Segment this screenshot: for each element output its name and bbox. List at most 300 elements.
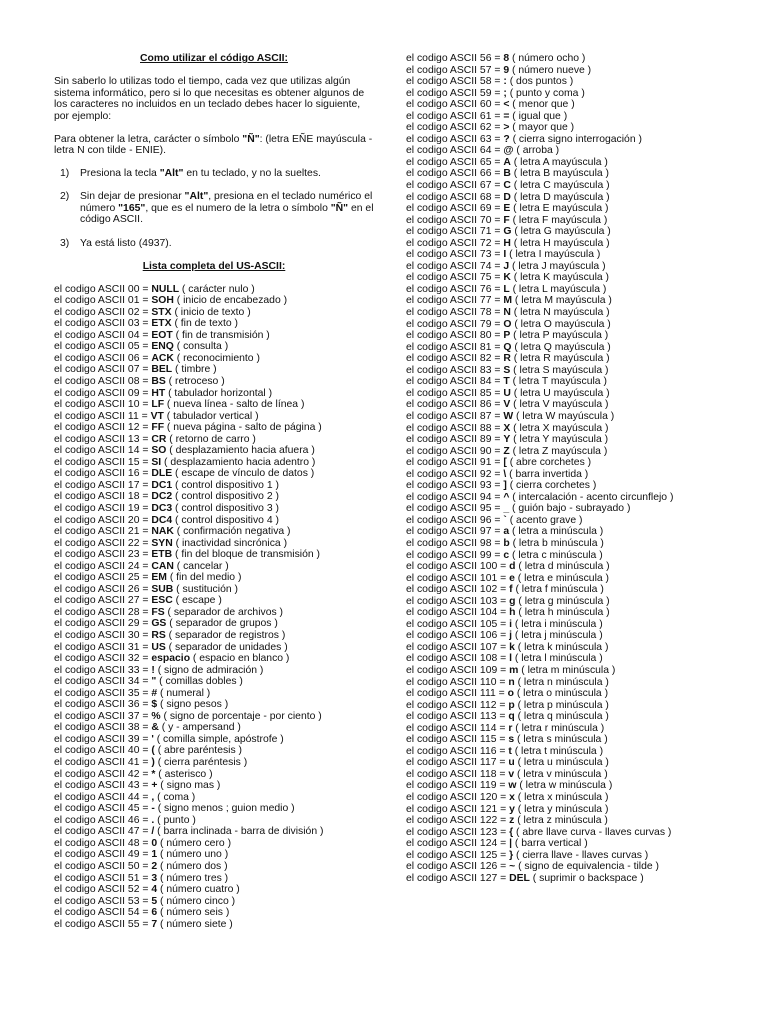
ascii-symbol: . xyxy=(151,814,155,826)
ascii-code: el codigo ASCII 49 = xyxy=(54,849,152,861)
ascii-symbol: SI xyxy=(151,456,162,468)
ascii-entry xyxy=(54,849,374,861)
ascii-code: el codigo ASCII 70 = xyxy=(406,214,504,226)
ascii-entry xyxy=(406,388,736,400)
ascii-description: ( inicio de encabezado ) xyxy=(173,295,288,307)
ascii-code: el codigo ASCII 22 = xyxy=(54,537,152,549)
ascii-symbol: ETB xyxy=(151,549,173,561)
ascii-entry xyxy=(54,307,374,319)
ascii-symbol: 3 xyxy=(151,872,158,884)
ascii-description: ( número uno ) xyxy=(157,849,229,861)
ascii-entry xyxy=(406,319,736,331)
ascii-description: ( barra invertida ) xyxy=(506,468,589,480)
ascii-code: el codigo ASCII 20 = xyxy=(54,514,152,526)
ascii-symbol: ? xyxy=(503,133,510,145)
ascii-description: ( número cuatro ) xyxy=(157,884,240,896)
ascii-description: ( letra S mayúscula ) xyxy=(510,364,609,376)
ascii-code: el codigo ASCII 34 = xyxy=(54,676,152,688)
ascii-symbol: m xyxy=(509,664,519,676)
ascii-code: el codigo ASCII 53 = xyxy=(54,895,152,907)
ascii-symbol: U xyxy=(503,387,511,399)
ascii-code: el codigo ASCII 39 = xyxy=(54,733,152,745)
ascii-code: el codigo ASCII 96 = xyxy=(406,514,504,526)
ascii-code: el codigo ASCII 51 = xyxy=(54,872,152,884)
ascii-entry xyxy=(54,630,374,642)
ascii-symbol: 9 xyxy=(503,64,510,76)
ascii-symbol: W xyxy=(503,410,514,422)
ascii-code: el codigo ASCII 124 = xyxy=(406,838,510,850)
ascii-symbol: t xyxy=(508,745,512,757)
ascii-symbol: y xyxy=(509,803,515,815)
ascii-symbol: BS xyxy=(151,375,166,387)
ascii-code: el codigo ASCII 119 = xyxy=(406,780,509,792)
ascii-code: el codigo ASCII 120 = xyxy=(406,792,510,803)
ascii-description: ( escape ) xyxy=(172,595,222,607)
ascii-description: ( acento grave ) xyxy=(506,514,583,526)
ascii-description: ( letra H mayúscula ) xyxy=(510,237,610,249)
ascii-code: el codigo ASCII 107 = xyxy=(406,641,510,653)
ascii-entry xyxy=(54,676,374,688)
ascii-entry xyxy=(54,515,374,527)
ascii-entry xyxy=(54,826,374,838)
ascii-symbol: : xyxy=(503,76,507,88)
ascii-description: ( letra n minúscula ) xyxy=(514,676,609,688)
ascii-symbol: EOT xyxy=(151,329,173,341)
ascii-code: el codigo ASCII 50 = xyxy=(54,860,152,872)
ascii-code: el codigo ASCII 57 = xyxy=(406,64,504,76)
ascii-description: ( abre llave curva - llaves curvas ) xyxy=(513,826,672,838)
ascii-entry xyxy=(406,111,736,123)
ascii-description: ( letra J mayúscula ) xyxy=(509,260,606,272)
ascii-symbol: ; xyxy=(503,87,507,99)
ascii-entry xyxy=(54,457,374,469)
ascii-description: ( control dispositivo 4 ) xyxy=(172,514,279,526)
ascii-description: ( tabulador vertical ) xyxy=(163,410,259,422)
ascii-symbol: > xyxy=(503,122,510,134)
ascii-entry xyxy=(54,330,374,342)
ascii-code: el codigo ASCII 103 = xyxy=(406,595,510,607)
ascii-symbol: H xyxy=(503,237,511,249)
ascii-description: ( fin del bloque de transmisión ) xyxy=(172,549,320,561)
ascii-entry xyxy=(406,134,736,146)
ascii-symbol: N xyxy=(503,307,511,319)
ascii-description: ( comillas dobles ) xyxy=(156,676,243,688)
ascii-symbol: x xyxy=(509,792,515,803)
ascii-entry xyxy=(54,341,374,353)
ascii-entry xyxy=(54,757,374,769)
ascii-description: ( tabulador horizontal ) xyxy=(165,387,273,399)
ascii-entry xyxy=(54,688,374,700)
ascii-description: ( comilla simple, apóstrofe ) xyxy=(153,733,284,745)
ascii-entry xyxy=(406,376,736,388)
step-item xyxy=(54,191,374,226)
ascii-description: ( letra E mayúscula ) xyxy=(510,203,609,215)
ascii-description: ( mayor que ) xyxy=(509,122,575,134)
ascii-symbol: q xyxy=(508,711,515,723)
ascii-code: el codigo ASCII 42 = xyxy=(54,768,152,780)
ascii-code: el codigo ASCII 67 = xyxy=(406,180,504,192)
ascii-description: ( punto ) xyxy=(154,814,196,826)
ascii-symbol: * xyxy=(151,768,156,780)
ascii-code: el codigo ASCII 44 = xyxy=(54,791,152,803)
ascii-entry xyxy=(406,88,736,100)
ascii-code: el codigo ASCII 61 = xyxy=(406,110,504,122)
ascii-description: ( nueva línea - salto de línea ) xyxy=(164,399,305,411)
ascii-symbol: E xyxy=(503,203,511,215)
ascii-description: ( cancelar ) xyxy=(173,560,229,572)
ascii-symbol: R xyxy=(503,353,511,365)
ascii-description: ( igual que ) xyxy=(509,110,568,122)
ascii-symbol: BEL xyxy=(151,364,173,376)
ascii-description: ( número nueve ) xyxy=(509,64,592,76)
ascii-code: el codigo ASCII 03 = xyxy=(54,318,152,330)
ascii-entry xyxy=(54,699,374,711)
ascii-description: ( letra a minúscula ) xyxy=(509,526,604,538)
ascii-symbol: k xyxy=(509,641,515,653)
ascii-entry xyxy=(406,873,736,885)
ascii-symbol: ` xyxy=(503,514,507,526)
ascii-description: ( letra P mayúscula ) xyxy=(510,330,609,342)
ascii-description: ( número siete ) xyxy=(157,918,233,930)
ascii-description: ( letra O mayúscula ) xyxy=(511,318,611,330)
ascii-symbol: = xyxy=(503,110,510,122)
ascii-symbol: SOH xyxy=(151,295,174,307)
ascii-entry xyxy=(406,573,736,585)
ascii-symbol: NULL xyxy=(151,283,180,295)
ascii-code: el codigo ASCII 123 = xyxy=(406,826,510,838)
ascii-entry xyxy=(54,353,374,365)
ascii-entry xyxy=(406,780,736,792)
ascii-code: el codigo ASCII 111 = xyxy=(406,688,508,700)
ascii-description: ( signo mas ) xyxy=(157,780,221,792)
ascii-entry xyxy=(54,572,374,584)
ascii-symbol: DC2 xyxy=(151,491,173,503)
ascii-entry xyxy=(54,549,374,561)
ascii-entry xyxy=(54,618,374,630)
ascii-symbol: DEL xyxy=(509,872,530,884)
ascii-symbol: HT xyxy=(151,387,166,399)
ascii-symbol: DC1 xyxy=(151,479,173,491)
ascii-entry xyxy=(406,65,736,77)
ascii-description: ( abre paréntesis ) xyxy=(154,745,243,757)
ascii-entry xyxy=(54,722,374,734)
ascii-entry xyxy=(54,907,374,919)
ascii-entry xyxy=(54,884,374,896)
ascii-code: el codigo ASCII 81 = xyxy=(406,341,504,353)
ascii-code: el codigo ASCII 40 = xyxy=(54,745,152,757)
ascii-description: ( coma ) xyxy=(154,791,196,803)
ascii-entry xyxy=(406,53,736,65)
ascii-symbol: _ xyxy=(503,503,510,515)
ascii-symbol: B xyxy=(503,168,511,180)
ascii-code: el codigo ASCII 71 = xyxy=(406,226,504,238)
ascii-symbol: # xyxy=(151,687,158,699)
ascii-symbol: CAN xyxy=(151,560,174,572)
ascii-description: ( letra T mayúscula ) xyxy=(509,376,607,388)
ascii-symbol: c xyxy=(503,549,510,561)
ascii-symbol: & xyxy=(151,722,159,734)
steps-list xyxy=(54,168,374,249)
ascii-description: ( letra g minúscula ) xyxy=(515,595,610,607)
ascii-symbol: $ xyxy=(151,699,158,711)
ascii-description: ( timbre ) xyxy=(172,364,217,376)
ascii-description: ( signo de equivalencia - tilde ) xyxy=(515,861,660,873)
ascii-code: el codigo ASCII 83 = xyxy=(406,364,504,376)
ascii-entry xyxy=(406,700,736,712)
ascii-entry xyxy=(406,480,736,492)
ascii-entry xyxy=(406,192,736,204)
ascii-entry xyxy=(54,607,374,619)
ascii-entry xyxy=(406,630,736,642)
ascii-description: ( letra C mayúscula ) xyxy=(510,180,610,192)
ascii-description: ( letra F mayúscula ) xyxy=(509,214,608,226)
ascii-description: ( letra f minúscula ) xyxy=(512,584,604,596)
ascii-code: el codigo ASCII 28 = xyxy=(54,606,152,618)
ascii-description: ( letra Y mayúscula ) xyxy=(510,434,609,446)
ascii-code: el codigo ASCII 84 = xyxy=(406,376,504,388)
ascii-entry xyxy=(406,653,736,665)
ascii-description: ( número ocho ) xyxy=(509,53,586,64)
ascii-code: el codigo ASCII 18 = xyxy=(54,491,152,503)
ascii-description: ( fin de texto ) xyxy=(171,318,238,330)
right-column xyxy=(406,53,736,884)
ascii-symbol: C xyxy=(503,180,511,192)
ascii-code: el codigo ASCII 43 = xyxy=(54,780,152,792)
ascii-code: el codigo ASCII 16 = xyxy=(54,468,152,480)
ascii-entry xyxy=(406,804,736,816)
ascii-description: ( separador de unidades ) xyxy=(165,641,288,653)
ascii-symbol: % xyxy=(151,710,161,722)
ascii-symbol: r xyxy=(508,722,513,734)
ascii-description: ( letra Z mayúscula ) xyxy=(509,445,608,457)
ascii-symbol: b xyxy=(503,537,510,549)
ascii-entry xyxy=(54,411,374,423)
ascii-entry xyxy=(54,919,374,931)
ascii-description: ( sustitución ) xyxy=(173,583,238,595)
ascii-entry xyxy=(54,388,374,400)
ascii-entry xyxy=(406,642,736,654)
ascii-entry xyxy=(406,168,736,180)
ascii-code: el codigo ASCII 41 = xyxy=(54,757,152,769)
ascii-code: el codigo ASCII 101 = xyxy=(406,572,510,584)
ascii-entry xyxy=(54,803,374,815)
ascii-description: ( reconocimiento ) xyxy=(173,352,260,364)
ascii-code: el codigo ASCII 74 = xyxy=(406,260,504,272)
ascii-code: el codigo ASCII 46 = xyxy=(54,814,152,826)
ascii-description: ( número cinco ) xyxy=(157,895,236,907)
ascii-entry xyxy=(54,780,374,792)
ascii-symbol: f xyxy=(509,584,513,596)
intro-paragraph: Sin saberlo lo utilizas todo el tiempo, cada vez que utilizas algún sistema informático, pero si lo que necesitas es obtener algunos de los caracteres no incluidos en un teclado debes hacer lo siguiente, por ejemplo: xyxy=(54,76,365,122)
ascii-code: el codigo ASCII 33 = xyxy=(54,664,152,676)
ascii-entry xyxy=(54,665,374,677)
ascii-description: ( signo menos ; guion medio ) xyxy=(154,803,295,815)
ascii-description: ( espacio en blanco ) xyxy=(190,653,290,665)
ascii-entry xyxy=(54,468,374,480)
ascii-code: el codigo ASCII 66 = xyxy=(406,168,504,180)
ascii-entry xyxy=(406,619,736,631)
ascii-description: ( letra X mayúscula ) xyxy=(510,422,609,434)
ascii-description: ( letra u minúscula ) xyxy=(514,757,609,769)
ascii-code: el codigo ASCII 13 = xyxy=(54,433,152,445)
ascii-symbol: d xyxy=(509,561,516,573)
ascii-code: el codigo ASCII 116 = xyxy=(406,745,509,757)
ascii-entry xyxy=(406,665,736,677)
ascii-code: el codigo ASCII 23 = xyxy=(54,549,152,561)
ascii-entry xyxy=(54,364,374,376)
ascii-description: ( letra d minúscula ) xyxy=(515,561,610,573)
ascii-entry xyxy=(406,215,736,227)
ascii-symbol: DC3 xyxy=(151,503,173,514)
ascii-entry xyxy=(406,677,736,689)
ascii-description: ( signo de porcentaje - por ciento ) xyxy=(160,710,322,722)
ascii-description: ( confirmación negativa ) xyxy=(173,526,291,538)
ascii-entry xyxy=(54,792,374,804)
ascii-code: el codigo ASCII 73 = xyxy=(406,249,504,261)
ascii-symbol: a xyxy=(503,526,510,538)
ascii-code: el codigo ASCII 55 = xyxy=(54,918,152,930)
ascii-symbol: } xyxy=(509,849,514,861)
ascii-entry xyxy=(406,353,736,365)
ascii-entry xyxy=(54,491,374,503)
ascii-symbol: RS xyxy=(151,630,166,642)
ascii-entry xyxy=(406,180,736,192)
ascii-symbol: p xyxy=(508,699,515,711)
ascii-description: ( menor que ) xyxy=(509,99,575,111)
ascii-symbol: CR xyxy=(151,433,167,445)
ascii-entry xyxy=(54,526,374,538)
ascii-code: el codigo ASCII 106 = xyxy=(406,630,510,642)
ascii-code: el codigo ASCII 115 = xyxy=(406,734,509,746)
ascii-entry xyxy=(406,515,736,527)
ascii-symbol: Y xyxy=(503,434,511,446)
ascii-symbol: L xyxy=(503,283,510,295)
ascii-entry xyxy=(406,249,736,261)
ascii-symbol: ' xyxy=(151,733,154,745)
ascii-symbol: SUB xyxy=(151,583,174,595)
ascii-code: el codigo ASCII 02 = xyxy=(54,306,152,318)
ascii-symbol: j xyxy=(509,630,512,642)
ascii-entry xyxy=(54,318,374,330)
ascii-code: el codigo ASCII 98 = xyxy=(406,537,504,549)
ascii-entry xyxy=(54,422,374,434)
ascii-symbol: SYN xyxy=(151,537,173,549)
ascii-entry xyxy=(406,757,736,769)
ascii-description: ( separador de registros ) xyxy=(165,630,286,642)
ascii-code: el codigo ASCII 112 = xyxy=(406,699,509,711)
ascii-description: ( letra m minúscula ) xyxy=(518,664,616,676)
ascii-symbol: , xyxy=(151,791,155,803)
step-text: Presiona la tecla "Alt" en tu teclado, y no la sueltes. xyxy=(80,168,321,180)
ascii-entry xyxy=(406,723,736,735)
ascii-entry xyxy=(406,550,736,562)
ascii-symbol: ) xyxy=(151,757,155,769)
ascii-code: el codigo ASCII 105 = xyxy=(406,618,510,630)
ascii-entry xyxy=(406,711,736,723)
ascii-symbol: ENQ xyxy=(151,341,174,353)
ascii-code: el codigo ASCII 75 = xyxy=(406,272,504,284)
ascii-description: ( signo de admiración ) xyxy=(154,664,264,676)
ascii-code: el codigo ASCII 110 = xyxy=(406,676,509,688)
ascii-description: ( letra G mayúscula ) xyxy=(511,226,611,238)
ascii-entry xyxy=(406,850,736,862)
ascii-symbol: ACK xyxy=(151,352,174,364)
ascii-symbol: A xyxy=(503,156,511,168)
ascii-symbol: G xyxy=(503,226,512,238)
step-item xyxy=(54,238,374,250)
ascii-symbol: z xyxy=(509,815,515,827)
ascii-symbol: i xyxy=(509,618,512,630)
ascii-code: el codigo ASCII 52 = xyxy=(54,884,152,896)
ascii-entry xyxy=(54,734,374,746)
ascii-code: el codigo ASCII 95 = xyxy=(406,503,504,515)
ascii-symbol: n xyxy=(508,676,515,688)
ascii-code: el codigo ASCII 60 = xyxy=(406,99,504,111)
ascii-entry xyxy=(54,445,374,457)
ascii-description: ( letra k minúscula ) xyxy=(514,641,609,653)
ascii-code: el codigo ASCII 109 = xyxy=(406,664,510,676)
ascii-entry xyxy=(406,503,736,515)
ascii-description: ( consulta ) xyxy=(173,341,229,353)
ascii-symbol: ] xyxy=(503,480,507,492)
ascii-symbol: FS xyxy=(151,606,165,618)
ascii-symbol: NAK xyxy=(151,526,174,538)
ascii-description: ( desplazamiento hacia adentro ) xyxy=(161,456,316,468)
ascii-entry xyxy=(406,446,736,458)
ascii-code: el codigo ASCII 87 = xyxy=(406,410,504,422)
ascii-description: ( número seis ) xyxy=(157,907,230,919)
ascii-description: ( letra U mayúscula ) xyxy=(510,387,610,399)
ascii-description: ( letra e minúscula ) xyxy=(514,572,610,584)
ascii-code: el codigo ASCII 113 = xyxy=(406,711,509,723)
ascii-code: el codigo ASCII 54 = xyxy=(54,907,152,919)
ascii-code: el codigo ASCII 86 = xyxy=(406,399,504,411)
ascii-symbol: @ xyxy=(503,145,514,157)
ascii-code: el codigo ASCII 68 = xyxy=(406,191,504,203)
ascii-symbol: < xyxy=(503,99,510,111)
ascii-description: ( letra W mayúscula ) xyxy=(513,410,615,422)
ascii-description: ( letra h minúscula ) xyxy=(515,607,610,619)
ascii-description: ( cierra paréntesis ) xyxy=(154,757,248,769)
ascii-description: ( número dos ) xyxy=(157,860,228,872)
ascii-entry xyxy=(406,272,736,284)
ascii-symbol: X xyxy=(503,422,511,434)
ascii-code: el codigo ASCII 47 = xyxy=(54,826,152,838)
ascii-symbol: ^ xyxy=(503,491,510,503)
ascii-entry xyxy=(406,492,736,504)
ascii-code: el codigo ASCII 45 = xyxy=(54,803,152,815)
ascii-symbol: w xyxy=(508,780,517,792)
ascii-symbol: 4 xyxy=(151,884,158,896)
ascii-entry xyxy=(54,434,374,446)
ascii-symbol: espacio xyxy=(151,653,191,665)
ascii-symbol: SO xyxy=(151,445,167,457)
ascii-symbol: / xyxy=(151,826,155,838)
ascii-symbol: e xyxy=(509,572,515,584)
ascii-description: ( fin de transmisión ) xyxy=(172,329,270,341)
ascii-symbol: ETX xyxy=(151,318,172,330)
ascii-symbol: | xyxy=(509,838,513,850)
ascii-description: ( barra inclinada - barra de división ) xyxy=(154,826,324,838)
ascii-description: ( control dispositivo 3 ) xyxy=(172,503,279,514)
ascii-description: ( cierra llave - llaves curvas ) xyxy=(513,849,649,861)
ascii-entry xyxy=(406,76,736,88)
ascii-code: el codigo ASCII 31 = xyxy=(54,641,152,653)
ascii-symbol: { xyxy=(509,826,514,838)
ascii-code: el codigo ASCII 08 = xyxy=(54,375,152,387)
ascii-description: ( letra y minúscula ) xyxy=(514,803,609,815)
ascii-entry xyxy=(406,538,736,550)
